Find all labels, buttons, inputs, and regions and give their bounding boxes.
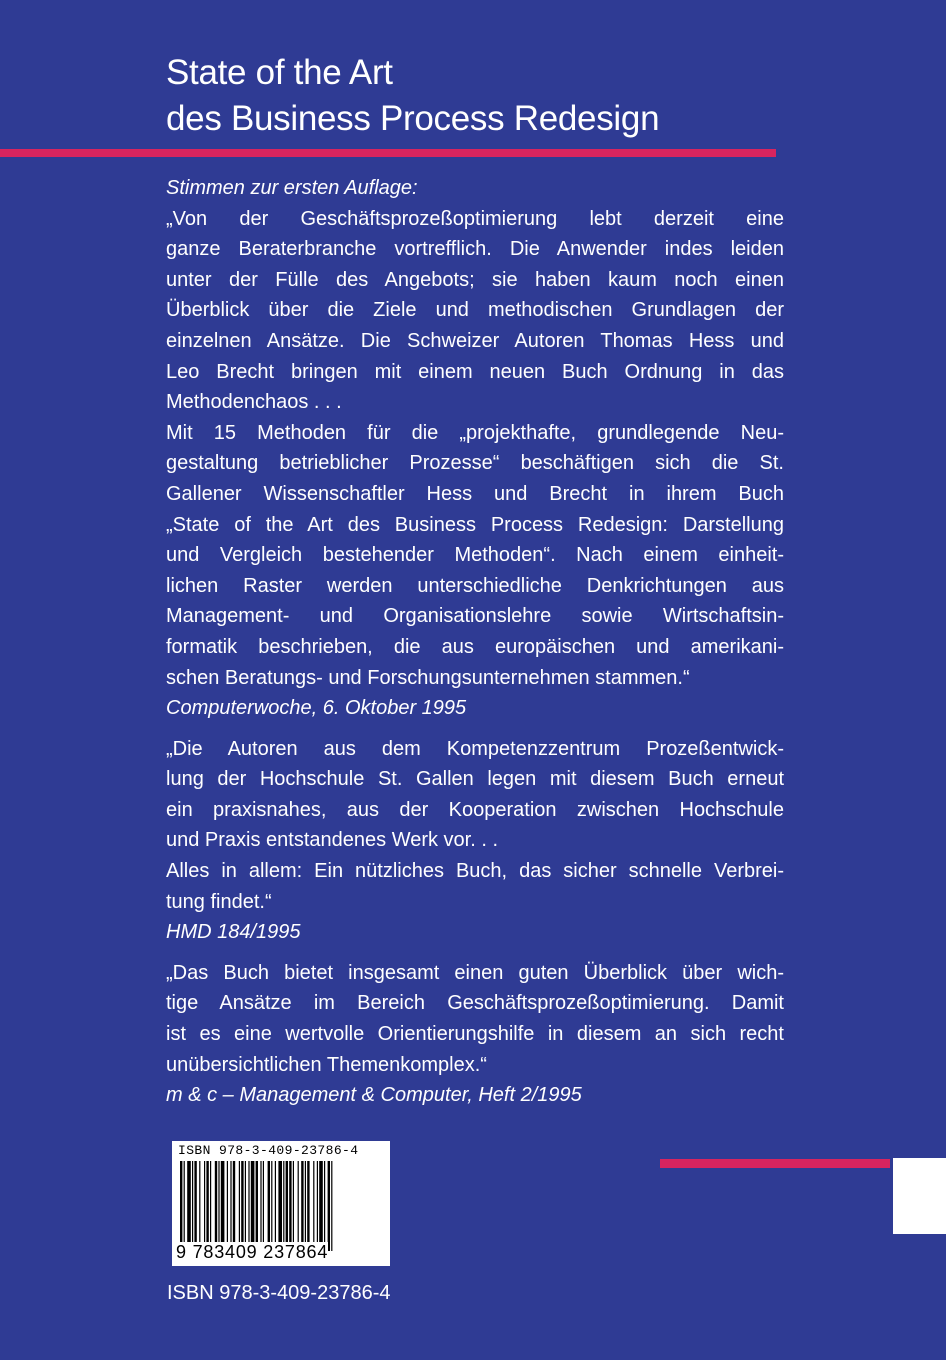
review-1-line: schen Beratungs- und Forschungsunternehmen stammen.“ — [166, 666, 690, 689]
barcode-bar — [194, 1161, 196, 1251]
barcode-bar — [324, 1161, 325, 1251]
review-1-line: und Vergleich bestehender Methoden“. Nach einem einheit- — [166, 544, 784, 567]
title-line-1: State of the Art — [166, 53, 393, 92]
barcode-bar — [275, 1161, 276, 1251]
barcode-bar — [204, 1161, 205, 1251]
barcode-bar — [307, 1161, 309, 1251]
barcode-bar — [251, 1161, 255, 1251]
barcode-digits: 9 783409 237864 — [176, 1242, 329, 1262]
review-text — [166, 173, 784, 1111]
review-1-line: einzelnen Ansätze. Die Schweizer Autoren Thomas Hess und — [166, 329, 784, 352]
barcode-bar — [218, 1161, 219, 1251]
barcode-bar — [239, 1161, 240, 1251]
review-1-line: Leo Brecht bringen mit einem neuen Buch Ordnung in das — [166, 360, 784, 383]
review-2-line: tung findet.“ — [166, 890, 272, 913]
review-1-line: gestaltung betrieblicher Prozesse“ beschäftigen sich die St. — [166, 452, 784, 475]
barcode-bar — [283, 1161, 284, 1251]
review-2-line: „Die Autoren aus dem Kompetenzzentrum Prozeßentwick- — [166, 737, 784, 760]
review-1-line: „State of the Art des Business Process Redesign: Darstellung — [166, 513, 784, 536]
barcode-bar — [241, 1161, 243, 1251]
review-2-line: ein praxisnahes, aus der Kooperation zwischen Hochschule — [166, 798, 784, 821]
review-1-line: Gallener Wissenschaftler Hess und Brecht in ihrem Buch — [166, 482, 784, 505]
barcode-bar — [268, 1161, 270, 1251]
barcode-bar — [184, 1161, 185, 1251]
barcode-bar — [289, 1161, 291, 1251]
review-1-line: Überblick über die Ziele und methodischen Grundlagen der — [166, 299, 784, 322]
barcode-bar — [286, 1161, 288, 1251]
isbn-barcode — [172, 1141, 390, 1266]
barcode-bar — [293, 1161, 294, 1251]
review-1-line: formatik beschrieben, die aus europäischen und amerikani- — [166, 635, 784, 658]
barcode-bar — [233, 1161, 235, 1251]
review-1-line: Mit 15 Methoden für die „projekthafte, grundlegende Neu- — [166, 421, 784, 444]
barcode-bar — [256, 1161, 258, 1251]
review-1-line: Methodenchaos . . . — [166, 391, 342, 414]
barcode-bar — [313, 1161, 314, 1251]
review-1-line: ganze Beraterbranche vortrefflich. Die Anwender indes leiden — [166, 238, 784, 261]
barcode-bar — [210, 1161, 211, 1251]
intro-heading: Stimmen zur ersten Auflage: — [166, 177, 418, 199]
barcode-bar — [180, 1161, 182, 1251]
barcode-bar — [278, 1161, 282, 1251]
barcode-bar — [221, 1161, 225, 1251]
barcode-isbn-label: ISBN 978-3-409-23786-4 — [178, 1143, 359, 1158]
barcode-bar — [187, 1161, 191, 1251]
review-1-line: lichen Raster werden unterschiedliche Denkrichtungen aus — [166, 574, 784, 597]
review-3-source: m & c – Management & Computer, Heft 2/1995 — [166, 1084, 582, 1107]
barcode-bar — [301, 1161, 303, 1251]
barcode-bar — [317, 1161, 318, 1251]
barcode-bar — [305, 1161, 306, 1251]
barcode-bar — [206, 1161, 208, 1251]
review-2-line: lung der Hochschule St. Gallen legen mit diesem Buch erneut — [166, 768, 784, 791]
review-1-source: Computerwoche, 6. Oktober 1995 — [166, 697, 467, 720]
accent-bar-top — [0, 149, 776, 157]
barcode-bar — [271, 1161, 272, 1251]
barcode-bars — [178, 1161, 384, 1253]
review-3-line: „Das Buch bietet insgesamt einen guten Überblick über wich- — [166, 961, 784, 984]
review-3-line: tige Ansätze im Bereich Geschäftsprozeßoptimierung. Damit — [166, 992, 784, 1015]
barcode-bar — [331, 1161, 332, 1251]
white-tab — [893, 1158, 946, 1234]
review-1-line: unter der Fülle des Angebots; sie haben kaum noch einen — [166, 268, 784, 291]
isbn-footer: ISBN 978-3-409-23786-4 — [167, 1282, 391, 1304]
review-2-source: HMD 184/1995 — [166, 921, 301, 944]
review-2-line: und Praxis entstandenes Werk vor. . . — [166, 829, 499, 852]
barcode-bar — [260, 1161, 261, 1251]
review-3-line: ist es eine wertvolle Orientierungshilfe in diesem an sich recht — [166, 1023, 784, 1046]
barcode-bar — [230, 1161, 231, 1251]
barcode-bar — [245, 1161, 246, 1251]
review-1-line: Management- und Organisationslehre sowie Wirtschaftsin- — [166, 605, 784, 628]
barcode-bar — [192, 1161, 193, 1251]
barcode-bar — [215, 1161, 217, 1251]
barcode-bar — [298, 1161, 299, 1251]
review-3-line: unübersichtlichen Themenkomplex.“ — [166, 1053, 487, 1076]
accent-bar-right — [660, 1159, 890, 1168]
barcode-bar — [328, 1161, 330, 1251]
book-title — [166, 50, 659, 142]
barcode-bar — [263, 1161, 264, 1251]
barcode-bar — [248, 1161, 249, 1251]
review-1-line: „Von der Geschäftsprozeßoptimierung lebt derzeit eine — [166, 207, 784, 230]
barcode-bar — [227, 1161, 228, 1251]
title-line-2: des Business Process Redesign — [166, 99, 660, 138]
barcode-bar — [199, 1161, 200, 1251]
review-2-line: Alles in allem: Ein nützliches Buch, das sicher schnelle Verbrei- — [166, 860, 784, 883]
barcode-bar — [319, 1161, 323, 1251]
